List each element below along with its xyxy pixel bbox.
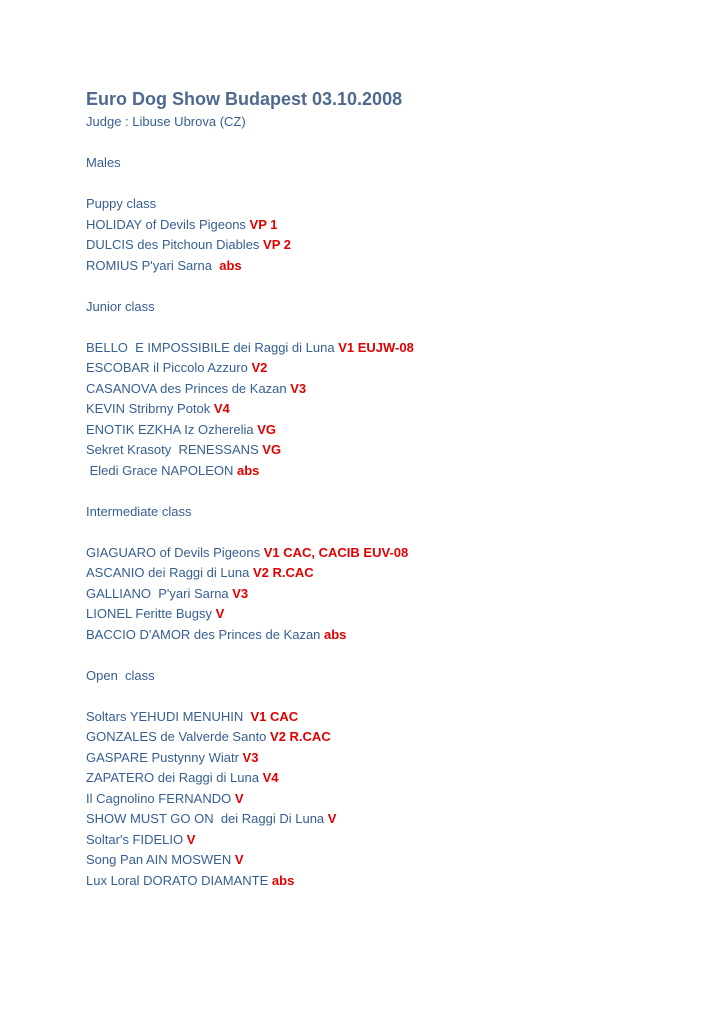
- dog-name: GALLIANO P'yari Sarna: [86, 585, 233, 601]
- result-grade: V1 CAC: [250, 708, 299, 724]
- result-row: [86, 871, 686, 892]
- result-grade: V: [215, 606, 225, 621]
- class-heading: Open class: [86, 667, 155, 683]
- blank-line: [86, 317, 686, 338]
- result-row: [86, 809, 686, 830]
- dog-name: HOLIDAY of Devils Pigeons: [86, 216, 250, 232]
- document-page: [86, 86, 686, 891]
- dog-name: Eledi Grace NAPOLEON: [86, 462, 237, 478]
- result-row: [86, 379, 686, 400]
- result-grade: V4: [262, 770, 279, 785]
- result-grade: abs: [271, 872, 295, 888]
- result-row: [86, 830, 686, 851]
- blank-line: [86, 481, 686, 502]
- blank-line: [86, 645, 686, 666]
- dog-name: GIAGUARO of Devils Pigeons: [86, 544, 264, 560]
- result-row: [86, 563, 686, 584]
- dog-name: Song Pan AIN MOSWEN: [86, 852, 235, 867]
- class-heading: Intermediate class: [86, 503, 192, 519]
- result-grade: V4: [213, 401, 230, 416]
- result-row: [86, 727, 686, 748]
- result-grade: abs: [237, 462, 260, 478]
- result-grade: V: [234, 790, 244, 806]
- result-row: [86, 399, 686, 420]
- section-heading: Males: [86, 155, 121, 170]
- result-grade: V: [186, 831, 196, 847]
- dog-name: BACCIO D'AMOR des Princes de Kazan: [86, 626, 325, 642]
- judge-line: Judge : Libuse Ubrova (CZ): [86, 114, 246, 129]
- dog-name: GASPARE Pustynny Wiatr: [86, 749, 243, 765]
- result-grade: V2 R.CAC: [252, 565, 314, 580]
- result-row: [86, 584, 686, 605]
- result-grade: abs: [219, 257, 242, 273]
- result-row: [86, 850, 686, 871]
- dog-name: Sekret Krasoty RENESSANS: [86, 442, 263, 457]
- result-row: [86, 604, 686, 625]
- result-grade: V1 EUJW-08: [338, 339, 414, 355]
- result-grade: V: [234, 852, 244, 867]
- result-row: [86, 707, 686, 728]
- result-grade: V1 CAC, CACIB EUV-08: [263, 544, 409, 560]
- dog-name: Lux Loral DORATO DIAMANTE: [86, 872, 272, 888]
- result-grade: V3: [242, 749, 259, 765]
- dog-name: ROMIUS P'yari Sarna: [86, 257, 220, 273]
- dog-name: ZAPATERO dei Raggi di Luna: [86, 770, 263, 785]
- dog-name: CASANOVA des Princes de Kazan: [86, 380, 291, 396]
- blank-line: [86, 133, 686, 154]
- dog-name: Soltars YEHUDI MENUHIN: [86, 708, 251, 724]
- result-grade: V2 R.CAC: [270, 729, 331, 744]
- results-sections: [86, 133, 686, 892]
- result-row: [86, 789, 686, 810]
- result-row: [86, 543, 686, 564]
- class-heading: Junior class: [86, 298, 155, 314]
- result-row: [86, 625, 686, 646]
- dog-name: BELLO E IMPOSSIBILE dei Raggi di Luna: [86, 339, 339, 355]
- result-row: [86, 768, 686, 789]
- dog-name: SHOW MUST GO ON dei Raggi Di Luna: [86, 811, 328, 826]
- result-row: [86, 338, 686, 359]
- dog-name: Il Cagnolino FERNANDO: [86, 790, 235, 806]
- result-row: [86, 440, 686, 461]
- document-title: Euro Dog Show Budapest 03.10.2008: [86, 89, 403, 109]
- result-row: [86, 420, 686, 441]
- result-grade: VG: [257, 421, 277, 437]
- result-row: [86, 215, 686, 236]
- blank-line: [86, 174, 686, 195]
- result-grade: VG: [262, 442, 282, 457]
- result-grade: V: [327, 811, 337, 826]
- dog-name: ESCOBAR il Piccolo Azzuro: [86, 360, 252, 375]
- result-grade: V2: [251, 360, 268, 375]
- dog-name: GONZALES de Valverde Santo: [86, 729, 271, 744]
- result-grade: VP 2: [263, 237, 291, 252]
- result-row: [86, 748, 686, 769]
- dog-name: ASCANIO dei Raggi di Luna: [86, 565, 253, 580]
- result-grade: V3: [232, 585, 249, 601]
- dog-name: ENOTIK EZKHA Iz Ozherelia: [86, 421, 258, 437]
- result-row: [86, 461, 686, 482]
- blank-line: [86, 686, 686, 707]
- result-grade: V3: [290, 380, 307, 396]
- blank-line: [86, 276, 686, 297]
- result-row: [86, 358, 686, 379]
- result-row: [86, 235, 686, 256]
- dog-name: KEVIN Stribrny Potok: [86, 401, 214, 416]
- blank-line: [86, 522, 686, 543]
- class-heading: Puppy class: [86, 196, 157, 211]
- dog-name: LIONEL Feritte Bugsy: [86, 606, 216, 621]
- dog-name: DULCIS des Pitchoun Diables: [86, 237, 264, 252]
- result-grade: abs: [324, 626, 347, 642]
- result-grade: VP 1: [249, 216, 278, 232]
- result-row: [86, 256, 686, 277]
- dog-name: Soltar's FIDELIO: [86, 831, 187, 847]
